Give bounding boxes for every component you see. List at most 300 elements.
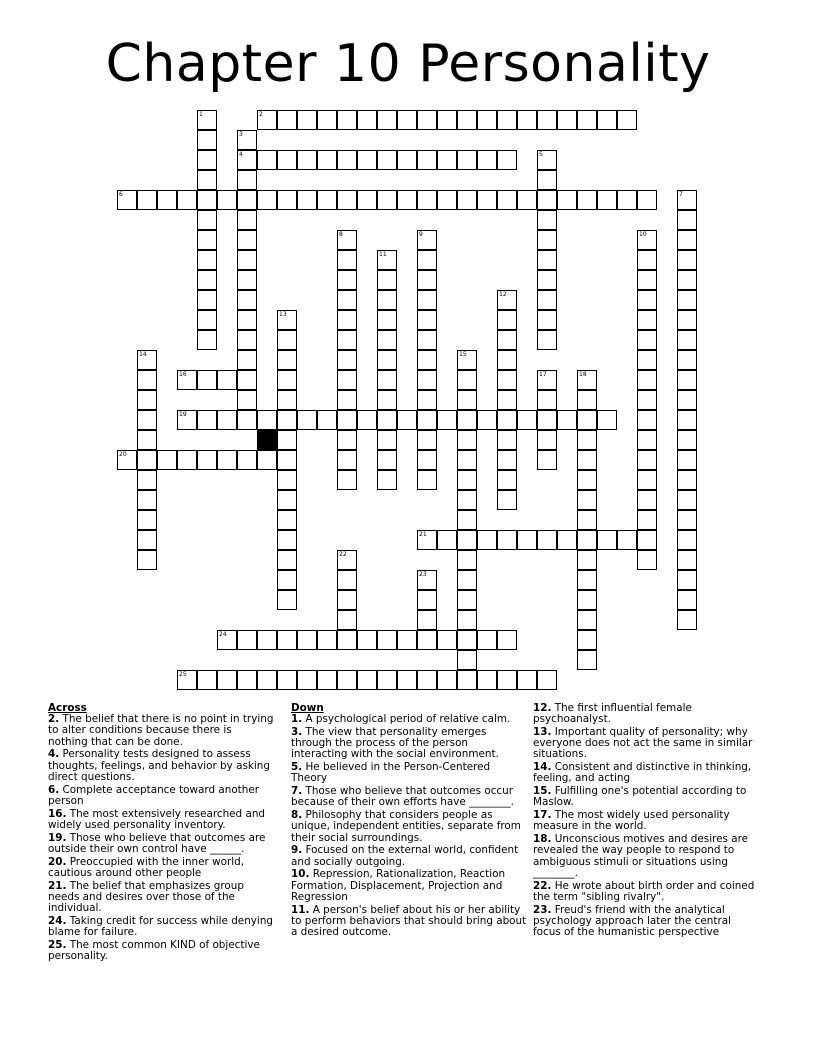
- crossword-cell[interactable]: [497, 290, 517, 310]
- crossword-cell[interactable]: [237, 270, 257, 290]
- crossword-cell[interactable]: [637, 310, 657, 330]
- crossword-cell[interactable]: [137, 530, 157, 550]
- crossword-cell[interactable]: [677, 510, 697, 530]
- crossword-cell[interactable]: [197, 150, 217, 170]
- crossword-cell[interactable]: [477, 670, 497, 690]
- crossword-cell[interactable]: [217, 670, 237, 690]
- crossword-cell[interactable]: [637, 230, 657, 250]
- crossword-cell[interactable]: [337, 370, 357, 390]
- crossword-cell[interactable]: [577, 450, 597, 470]
- crossword-cell[interactable]: [297, 110, 317, 130]
- crossword-cell[interactable]: [377, 150, 397, 170]
- crossword-cell[interactable]: [577, 530, 597, 550]
- crossword-cell[interactable]: [417, 630, 437, 650]
- crossword-cell[interactable]: [257, 670, 277, 690]
- crossword-cell[interactable]: [517, 110, 537, 130]
- crossword-cell[interactable]: [377, 470, 397, 490]
- crossword-cell[interactable]: [677, 190, 697, 210]
- crossword-cell[interactable]: [537, 410, 557, 430]
- crossword-cell[interactable]: [297, 190, 317, 210]
- crossword-cell[interactable]: [677, 550, 697, 570]
- crossword-cell[interactable]: [237, 330, 257, 350]
- crossword-cell[interactable]: [277, 370, 297, 390]
- crossword-cell[interactable]: [157, 190, 177, 210]
- crossword-cell[interactable]: [297, 630, 317, 650]
- crossword-cell[interactable]: [357, 110, 377, 130]
- crossword-cell[interactable]: [477, 150, 497, 170]
- crossword-cell[interactable]: [677, 310, 697, 330]
- crossword-cell[interactable]: [417, 330, 437, 350]
- crossword-cell[interactable]: [457, 390, 477, 410]
- crossword-cell[interactable]: [277, 410, 297, 430]
- crossword-cell[interactable]: [417, 310, 437, 330]
- crossword-cell[interactable]: [197, 130, 217, 150]
- crossword-cell[interactable]: [137, 490, 157, 510]
- crossword-cell[interactable]: [457, 490, 477, 510]
- crossword-cell[interactable]: [417, 150, 437, 170]
- crossword-cell[interactable]: [457, 110, 477, 130]
- crossword-cell[interactable]: [397, 410, 417, 430]
- crossword-cell[interactable]: [537, 530, 557, 550]
- crossword-cell[interactable]: [417, 110, 437, 130]
- crossword-cell[interactable]: [337, 450, 357, 470]
- crossword-cell[interactable]: [377, 630, 397, 650]
- crossword-cell[interactable]: [677, 390, 697, 410]
- crossword-cell[interactable]: [577, 630, 597, 650]
- crossword-cell[interactable]: [237, 150, 257, 170]
- crossword-cell[interactable]: [457, 630, 477, 650]
- crossword-cell[interactable]: [277, 490, 297, 510]
- crossword-cell[interactable]: [337, 250, 357, 270]
- crossword-cell[interactable]: [637, 410, 657, 430]
- crossword-cell[interactable]: [457, 410, 477, 430]
- crossword-cell[interactable]: [457, 510, 477, 530]
- crossword-cell[interactable]: [477, 110, 497, 130]
- crossword-cell[interactable]: [277, 470, 297, 490]
- crossword-cell[interactable]: [577, 190, 597, 210]
- crossword-cell[interactable]: [137, 510, 157, 530]
- crossword-cell[interactable]: [477, 190, 497, 210]
- crossword-cell[interactable]: [577, 590, 597, 610]
- crossword-cell[interactable]: [237, 190, 257, 210]
- crossword-cell[interactable]: [197, 230, 217, 250]
- crossword-cell[interactable]: [437, 110, 457, 130]
- crossword-cell[interactable]: [297, 670, 317, 690]
- crossword-cell[interactable]: [637, 450, 657, 470]
- crossword-cell[interactable]: [137, 430, 157, 450]
- crossword-cell[interactable]: [117, 190, 137, 210]
- crossword-cell[interactable]: [357, 150, 377, 170]
- crossword-cell[interactable]: [237, 170, 257, 190]
- crossword-cell[interactable]: [497, 310, 517, 330]
- crossword-cell[interactable]: [677, 530, 697, 550]
- crossword-cell[interactable]: [377, 350, 397, 370]
- crossword-cell[interactable]: [277, 390, 297, 410]
- crossword-cell[interactable]: [337, 270, 357, 290]
- crossword-cell[interactable]: [417, 230, 437, 250]
- crossword-cell[interactable]: [577, 390, 597, 410]
- crossword-cell[interactable]: [677, 250, 697, 270]
- crossword-cell[interactable]: [477, 630, 497, 650]
- crossword-cell[interactable]: [577, 110, 597, 130]
- crossword-cell[interactable]: [397, 150, 417, 170]
- crossword-cell[interactable]: [337, 150, 357, 170]
- crossword-cell[interactable]: [277, 110, 297, 130]
- crossword-cell[interactable]: [637, 530, 657, 550]
- crossword-cell[interactable]: [557, 530, 577, 550]
- crossword-cell[interactable]: [637, 470, 657, 490]
- crossword-cell[interactable]: [317, 110, 337, 130]
- crossword-cell[interactable]: [417, 590, 437, 610]
- crossword-cell[interactable]: [677, 450, 697, 470]
- crossword-cell[interactable]: [377, 390, 397, 410]
- crossword-cell[interactable]: [237, 130, 257, 150]
- crossword-cell[interactable]: [577, 550, 597, 570]
- crossword-cell[interactable]: [177, 450, 197, 470]
- crossword-cell[interactable]: [257, 150, 277, 170]
- crossword-cell[interactable]: [677, 230, 697, 250]
- crossword-cell[interactable]: [637, 250, 657, 270]
- crossword-cell[interactable]: [237, 350, 257, 370]
- crossword-cell[interactable]: [557, 190, 577, 210]
- crossword-cell[interactable]: [137, 350, 157, 370]
- crossword-cell[interactable]: [457, 370, 477, 390]
- crossword-cell[interactable]: [677, 590, 697, 610]
- crossword-cell[interactable]: [377, 670, 397, 690]
- crossword-cell[interactable]: [577, 370, 597, 390]
- crossword-cell[interactable]: [637, 490, 657, 510]
- crossword-cell[interactable]: [617, 190, 637, 210]
- crossword-cell[interactable]: [417, 270, 437, 290]
- crossword-cell[interactable]: [417, 610, 437, 630]
- crossword-cell[interactable]: [257, 110, 277, 130]
- crossword-cell[interactable]: [397, 190, 417, 210]
- crossword-cell[interactable]: [537, 330, 557, 350]
- crossword-cell[interactable]: [217, 410, 237, 430]
- crossword-cell[interactable]: [277, 150, 297, 170]
- crossword-cell[interactable]: [597, 110, 617, 130]
- crossword-cell[interactable]: [497, 430, 517, 450]
- crossword-cell[interactable]: [237, 230, 257, 250]
- crossword-cell[interactable]: [637, 270, 657, 290]
- crossword-cell[interactable]: [537, 290, 557, 310]
- crossword-cell[interactable]: [497, 470, 517, 490]
- crossword-cell[interactable]: [277, 590, 297, 610]
- crossword-cell[interactable]: [417, 290, 437, 310]
- crossword-cell[interactable]: [337, 590, 357, 610]
- crossword-cell[interactable]: [237, 310, 257, 330]
- crossword-cell[interactable]: [337, 190, 357, 210]
- crossword-cell[interactable]: [197, 290, 217, 310]
- crossword-cell[interactable]: [277, 190, 297, 210]
- crossword-cell[interactable]: [277, 430, 297, 450]
- crossword-cell[interactable]: [377, 290, 397, 310]
- crossword-cell[interactable]: [337, 330, 357, 350]
- crossword-cell[interactable]: [377, 310, 397, 330]
- crossword-cell[interactable]: [297, 410, 317, 430]
- crossword-cell[interactable]: [497, 490, 517, 510]
- crossword-cell[interactable]: [357, 190, 377, 210]
- crossword-cell[interactable]: [577, 570, 597, 590]
- crossword-cell[interactable]: [377, 430, 397, 450]
- crossword-cell[interactable]: [197, 210, 217, 230]
- crossword-cell[interactable]: [457, 430, 477, 450]
- crossword-cell[interactable]: [397, 630, 417, 650]
- crossword-cell[interactable]: [497, 530, 517, 550]
- crossword-cell[interactable]: [677, 290, 697, 310]
- crossword-cell[interactable]: [597, 190, 617, 210]
- crossword-cell[interactable]: [337, 230, 357, 250]
- crossword-cell[interactable]: [277, 550, 297, 570]
- crossword-cell[interactable]: [377, 250, 397, 270]
- crossword-cell[interactable]: [417, 390, 437, 410]
- crossword-cell[interactable]: [497, 390, 517, 410]
- crossword-cell[interactable]: [377, 330, 397, 350]
- crossword-cell[interactable]: [277, 630, 297, 650]
- crossword-cell[interactable]: [357, 410, 377, 430]
- crossword-cell[interactable]: [377, 370, 397, 390]
- crossword-cell[interactable]: [237, 630, 257, 650]
- crossword-cell[interactable]: [337, 410, 357, 430]
- crossword-cell[interactable]: [257, 450, 277, 470]
- crossword-cell[interactable]: [197, 110, 217, 130]
- crossword-cell[interactable]: [417, 410, 437, 430]
- crossword-cell[interactable]: [677, 470, 697, 490]
- crossword-cell[interactable]: [677, 330, 697, 350]
- crossword-cell[interactable]: [277, 350, 297, 370]
- crossword-cell[interactable]: [497, 190, 517, 210]
- crossword-cell[interactable]: [537, 190, 557, 210]
- crossword-cell[interactable]: [417, 190, 437, 210]
- crossword-cell[interactable]: [437, 670, 457, 690]
- crossword-cell[interactable]: [237, 290, 257, 310]
- crossword-cell[interactable]: [637, 370, 657, 390]
- crossword-cell[interactable]: [677, 210, 697, 230]
- crossword-cell[interactable]: [157, 450, 177, 470]
- crossword-cell[interactable]: [337, 430, 357, 450]
- crossword-cell[interactable]: [537, 450, 557, 470]
- crossword-cell[interactable]: [537, 110, 557, 130]
- crossword-cell[interactable]: [497, 150, 517, 170]
- crossword-cell[interactable]: [477, 410, 497, 430]
- crossword-cell[interactable]: [337, 630, 357, 650]
- crossword-cell[interactable]: [317, 670, 337, 690]
- crossword-cell[interactable]: [537, 210, 557, 230]
- crossword-cell[interactable]: [637, 390, 657, 410]
- crossword-cell[interactable]: [597, 410, 617, 430]
- crossword-cell[interactable]: [537, 370, 557, 390]
- crossword-cell[interactable]: [577, 510, 597, 530]
- crossword-cell[interactable]: [217, 370, 237, 390]
- crossword-cell[interactable]: [637, 290, 657, 310]
- crossword-cell[interactable]: [457, 350, 477, 370]
- crossword-cell[interactable]: [277, 450, 297, 470]
- crossword-cell[interactable]: [437, 410, 457, 430]
- crossword-cell[interactable]: [197, 450, 217, 470]
- crossword-cell[interactable]: [417, 450, 437, 470]
- crossword-cell[interactable]: [217, 630, 237, 650]
- crossword-cell[interactable]: [597, 530, 617, 550]
- crossword-cell[interactable]: [197, 190, 217, 210]
- crossword-cell[interactable]: [117, 450, 137, 470]
- crossword-cell[interactable]: [537, 270, 557, 290]
- crossword-cell[interactable]: [677, 430, 697, 450]
- crossword-cell[interactable]: [517, 530, 537, 550]
- crossword-cell[interactable]: [197, 410, 217, 430]
- crossword-cell[interactable]: [377, 410, 397, 430]
- crossword-cell[interactable]: [317, 190, 337, 210]
- crossword-cell[interactable]: [457, 570, 477, 590]
- crossword-cell[interactable]: [197, 170, 217, 190]
- crossword-cell[interactable]: [197, 670, 217, 690]
- crossword-cell[interactable]: [237, 390, 257, 410]
- crossword-cell[interactable]: [317, 150, 337, 170]
- crossword-cell[interactable]: [137, 450, 157, 470]
- crossword-cell[interactable]: [377, 270, 397, 290]
- crossword-cell[interactable]: [257, 190, 277, 210]
- crossword-cell[interactable]: [277, 530, 297, 550]
- crossword-cell[interactable]: [137, 550, 157, 570]
- crossword-cell[interactable]: [417, 570, 437, 590]
- crossword-cell[interactable]: [677, 610, 697, 630]
- crossword-cell[interactable]: [497, 670, 517, 690]
- crossword-cell[interactable]: [277, 570, 297, 590]
- crossword-cell[interactable]: [337, 310, 357, 330]
- crossword-cell[interactable]: [577, 410, 597, 430]
- crossword-cell[interactable]: [377, 450, 397, 470]
- crossword-cell[interactable]: [137, 370, 157, 390]
- crossword-cell[interactable]: [577, 470, 597, 490]
- crossword-cell[interactable]: [457, 450, 477, 470]
- crossword-cell[interactable]: [457, 670, 477, 690]
- crossword-cell[interactable]: [197, 310, 217, 330]
- crossword-cell[interactable]: [497, 330, 517, 350]
- crossword-cell[interactable]: [517, 190, 537, 210]
- crossword-cell[interactable]: [337, 390, 357, 410]
- crossword-cell[interactable]: [277, 510, 297, 530]
- crossword-cell[interactable]: [417, 370, 437, 390]
- crossword-cell[interactable]: [637, 190, 657, 210]
- crossword-cell[interactable]: [497, 350, 517, 370]
- crossword-cell[interactable]: [197, 250, 217, 270]
- crossword-cell[interactable]: [257, 630, 277, 650]
- crossword-cell[interactable]: [177, 670, 197, 690]
- crossword-cell[interactable]: [337, 290, 357, 310]
- crossword-cell[interactable]: [377, 110, 397, 130]
- crossword-cell[interactable]: [457, 470, 477, 490]
- crossword-cell[interactable]: [457, 590, 477, 610]
- crossword-cell[interactable]: [677, 370, 697, 390]
- crossword-cell[interactable]: [357, 670, 377, 690]
- crossword-cell[interactable]: [577, 430, 597, 450]
- crossword-cell[interactable]: [677, 350, 697, 370]
- crossword-cell[interactable]: [417, 350, 437, 370]
- crossword-cell[interactable]: [217, 190, 237, 210]
- crossword-cell[interactable]: [417, 470, 437, 490]
- crossword-cell[interactable]: [617, 110, 637, 130]
- crossword-cell[interactable]: [537, 390, 557, 410]
- crossword-cell[interactable]: [677, 490, 697, 510]
- crossword-cell[interactable]: [517, 670, 537, 690]
- crossword-cell[interactable]: [537, 150, 557, 170]
- crossword-cell[interactable]: [577, 490, 597, 510]
- crossword-cell[interactable]: [537, 230, 557, 250]
- crossword-cell[interactable]: [337, 110, 357, 130]
- crossword-cell[interactable]: [137, 390, 157, 410]
- crossword-cell[interactable]: [337, 350, 357, 370]
- crossword-cell[interactable]: [497, 110, 517, 130]
- crossword-cell[interactable]: [457, 610, 477, 630]
- crossword-cell[interactable]: [397, 110, 417, 130]
- crossword-cell[interactable]: [457, 550, 477, 570]
- crossword-cell[interactable]: [637, 430, 657, 450]
- crossword-cell[interactable]: [237, 210, 257, 230]
- crossword-cell[interactable]: [417, 430, 437, 450]
- crossword-cell[interactable]: [177, 370, 197, 390]
- crossword-cell[interactable]: [457, 150, 477, 170]
- crossword-cell[interactable]: [617, 530, 637, 550]
- crossword-cell[interactable]: [337, 470, 357, 490]
- crossword-cell[interactable]: [237, 450, 257, 470]
- crossword-cell[interactable]: [417, 670, 437, 690]
- crossword-cell[interactable]: [637, 350, 657, 370]
- crossword-cell[interactable]: [197, 370, 217, 390]
- crossword-cell[interactable]: [577, 610, 597, 630]
- crossword-cell[interactable]: [317, 630, 337, 650]
- crossword-cell[interactable]: [377, 190, 397, 210]
- crossword-cell[interactable]: [537, 670, 557, 690]
- crossword-cell[interactable]: [457, 650, 477, 670]
- crossword-cell[interactable]: [357, 630, 377, 650]
- crossword-cell[interactable]: [677, 410, 697, 430]
- crossword-cell[interactable]: [577, 650, 597, 670]
- crossword-cell[interactable]: [537, 310, 557, 330]
- crossword-cell[interactable]: [277, 330, 297, 350]
- crossword-cell[interactable]: [677, 270, 697, 290]
- crossword-cell[interactable]: [297, 150, 317, 170]
- crossword-cell[interactable]: [257, 410, 277, 430]
- crossword-cell[interactable]: [317, 410, 337, 430]
- crossword-cell[interactable]: [397, 670, 417, 690]
- crossword-cell[interactable]: [177, 190, 197, 210]
- crossword-cell[interactable]: [337, 570, 357, 590]
- crossword-cell[interactable]: [637, 330, 657, 350]
- crossword-cell[interactable]: [637, 550, 657, 570]
- crossword-cell[interactable]: [337, 610, 357, 630]
- crossword-cell[interactable]: [537, 250, 557, 270]
- crossword-cell[interactable]: [217, 450, 237, 470]
- crossword-cell[interactable]: [337, 670, 357, 690]
- crossword-cell[interactable]: [277, 310, 297, 330]
- crossword-cell[interactable]: [437, 150, 457, 170]
- crossword-cell[interactable]: [437, 190, 457, 210]
- crossword-cell[interactable]: [497, 450, 517, 470]
- crossword-cell[interactable]: [197, 330, 217, 350]
- crossword-cell[interactable]: [417, 530, 437, 550]
- crossword-cell[interactable]: [637, 510, 657, 530]
- crossword-cell[interactable]: [497, 630, 517, 650]
- crossword-cell[interactable]: [517, 410, 537, 430]
- crossword-cell[interactable]: [457, 530, 477, 550]
- crossword-cell[interactable]: [497, 370, 517, 390]
- crossword-cell[interactable]: [537, 430, 557, 450]
- crossword-cell[interactable]: [277, 670, 297, 690]
- crossword-cell[interactable]: [677, 570, 697, 590]
- crossword-cell[interactable]: [437, 530, 457, 550]
- crossword-cell[interactable]: [237, 370, 257, 390]
- crossword-cell[interactable]: [337, 550, 357, 570]
- crossword-cell[interactable]: [497, 410, 517, 430]
